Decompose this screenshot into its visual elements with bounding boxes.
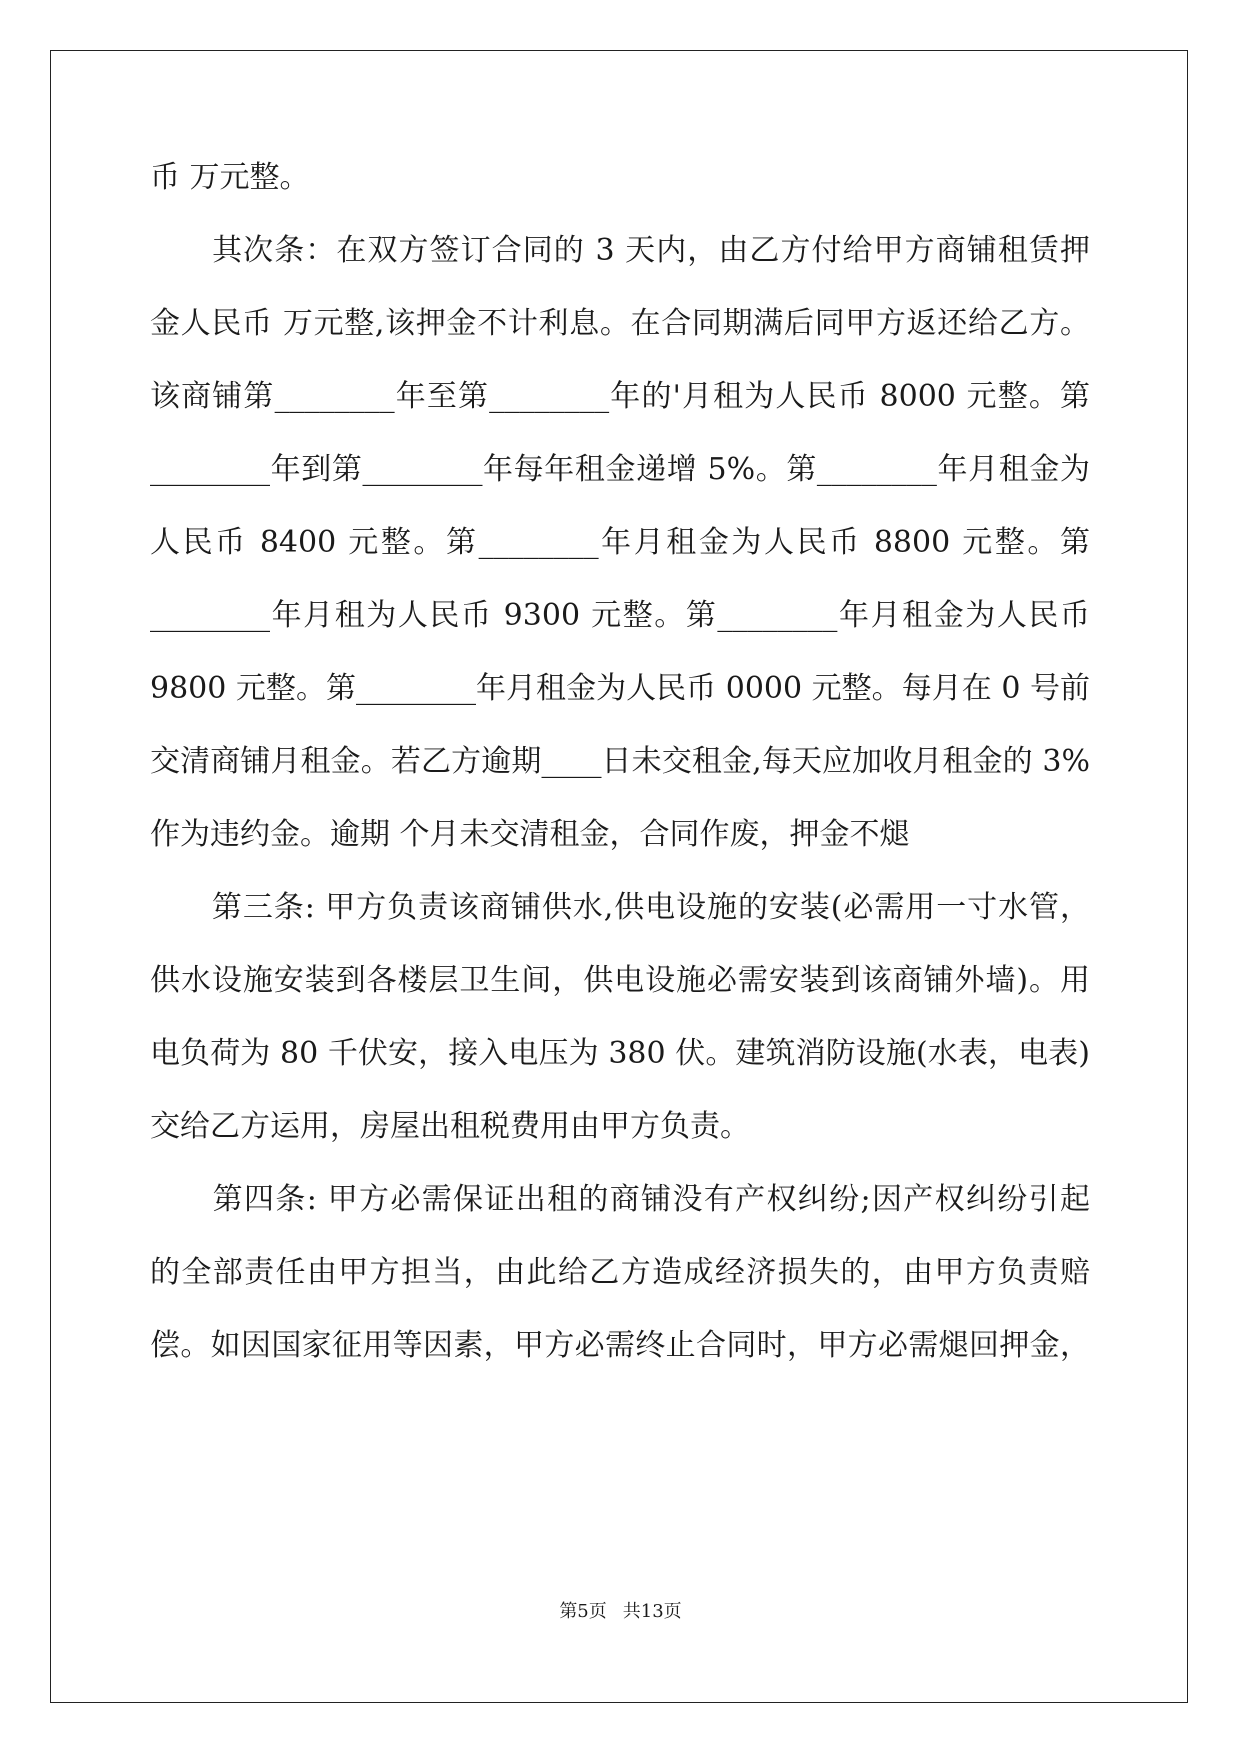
text-line: 的全部责任由甲方担当，由此给乙方造成经济损失的，由甲方负责赔 bbox=[150, 1255, 1090, 1290]
page-total: 共13页 bbox=[622, 1601, 682, 1622]
page-number: 第5页 bbox=[559, 1601, 607, 1622]
text-line: 第三条: 甲方负责该商铺供水,供电设施的安装(必需用一寸水管， bbox=[150, 890, 1090, 925]
page-frame bbox=[50, 50, 1188, 1703]
text-line: 偿。如因国家征用等因素，甲方必需终止合同时，甲方必需煺回押金， bbox=[150, 1328, 1090, 1363]
text-line: 人民币 8400 元整。第________年月租金为人民币 8800 元整。第 bbox=[150, 525, 1090, 560]
text-line: 第四条: 甲方必需保证出租的商铺没有产权纠纷;因产权纠纷引起 bbox=[150, 1182, 1090, 1217]
text-line: 金人民币 万元整,该押金不计利息。在合同期满后同甲方返还给乙方。 bbox=[150, 306, 1090, 341]
text-line: 9800 元整。第________年月租金为人民币 0000 元整。每月在 0 号前 bbox=[150, 671, 1090, 706]
text-line: 交给乙方运用，房屋出租税费用由甲方负责。 bbox=[150, 1109, 750, 1144]
text-line: ________年到第________年每年租金递增 5%。第________年月租金为 bbox=[150, 452, 1090, 487]
text-line: 电负荷为 80 千伏安，接入电压为 380 伏。建筑消防设施(水表，电表) bbox=[150, 1036, 1090, 1071]
text-line: 其次条：在双方签订合同的 3 天内，由乙方付给甲方商铺租赁押 bbox=[150, 233, 1090, 268]
text-line: 该商铺第________年至第________年的'月租为人民币 8000 元整。第 bbox=[150, 379, 1090, 414]
text-line: 作为违约金。逾期 个月未交清租金，合同作废，押金不煺 bbox=[150, 817, 910, 852]
text-line: 交清商铺月租金。若乙方逾期____日未交租金,每天应加收月租金的 3% bbox=[150, 744, 1090, 779]
text-line: 供水设施安装到各楼层卫生间，供电设施必需安装到该商铺外墙)。用 bbox=[150, 963, 1090, 998]
page-footer bbox=[0, 1600, 1241, 1624]
text-line: ________年月租为人民币 9300 元整。第________年月租金为人民币 bbox=[150, 598, 1090, 633]
text-line: 币 万元整。 bbox=[150, 160, 310, 195]
